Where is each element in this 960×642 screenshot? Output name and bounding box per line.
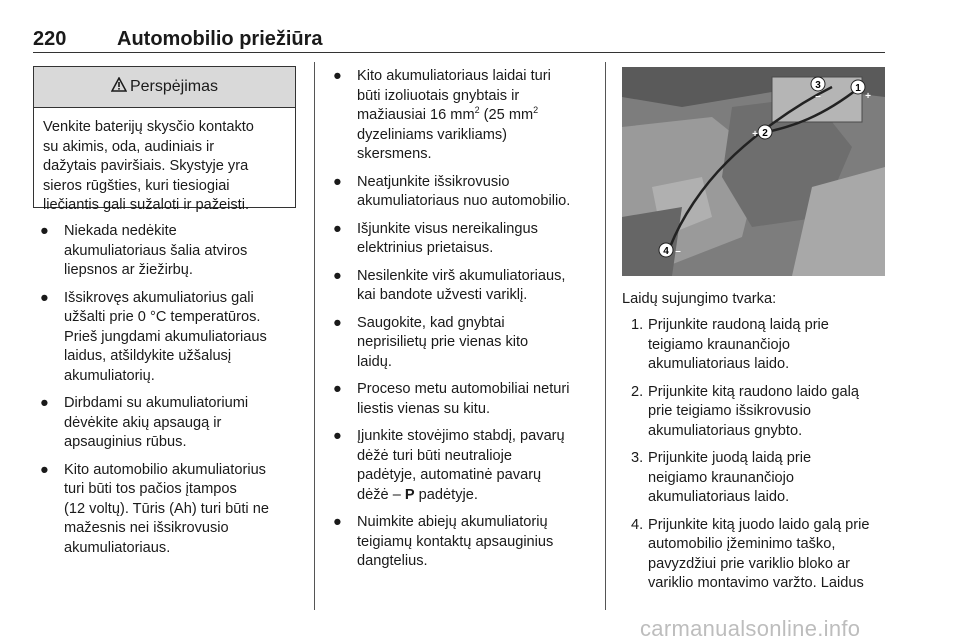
list-item: 1. Prijunkite raudoną laidą prie teigiamo kraunančiojo akumuliatoriaus laido. xyxy=(631,317,829,372)
bullet-icon: ● xyxy=(333,514,342,530)
figure-sign-4: – xyxy=(675,246,681,257)
list-item: ● Neatjunkite išsikrovusio akumuliatoriaus nuo automobilio. xyxy=(333,173,571,209)
figure-label-2: 2 xyxy=(762,128,768,139)
page-title: Automobilio priežiūra xyxy=(117,28,323,50)
bullet-icon: ● xyxy=(40,395,49,411)
bullet-icon: ● xyxy=(40,461,49,478)
page-header xyxy=(33,28,885,50)
figure-sign-1: + xyxy=(865,91,871,102)
figure-sign-3: – xyxy=(815,91,821,102)
figure-label-1: 1 xyxy=(855,83,861,94)
list-item: ● Įjunkite stovėjimo stabdį, pavarų dėžė turi būti neutralioje padėtyje, automatinė pavarų dėžė – P padėtyje. xyxy=(333,428,565,503)
column-divider-left xyxy=(314,62,315,610)
list-item: ● Saugokite, kad gnybtai neprisilietų prie vienas kito laidų. xyxy=(333,314,529,370)
list-item: ● Išjunkite visus nereikalingus elektrinius prietaisus. xyxy=(333,220,538,256)
left-bullet-list xyxy=(33,222,303,566)
bullet-icon: ● xyxy=(40,289,49,306)
steps-list xyxy=(622,316,892,602)
page-number: 220 xyxy=(33,28,67,50)
figure-label-4: 4 xyxy=(663,246,669,257)
list-item: ● Nesilenkite virš akumuliatoriaus, kai bandote užvesti variklį. xyxy=(333,267,566,303)
engine-battery-photo xyxy=(622,67,885,276)
figure-label-3: 3 xyxy=(815,80,821,91)
list-item: ● Nuimkite abiejų akumuliatorių teigiamų kontaktų apsauginius dangtelius. xyxy=(333,514,554,569)
list-item: ● Išsikrovęs akumuliatorius gali užšalti prie 0 °C temperatūros. Prieš jungdami akumuliatoriaus laidus, atšildykite užšalusį akumuliatorių. xyxy=(40,289,267,384)
list-item: ● Dirbdami su akumuliatoriumi dėvėkite akių apsaugą ir apsauginius rūbus. xyxy=(40,395,249,450)
list-item: ● Kito akumuliatoriaus laidai turi būti izoliuotais gnybtais ir mažiausiai 16 $mm^2$ (25 $mm^2$ dyzeliniams varikliams) skersmens. xyxy=(333,68,551,162)
list-item: ● Niekada nedėkite akumuliatoriaus šalia atviros liepsnos ar žiežirbų. xyxy=(40,223,248,278)
list-item: 2. Prijunkite kitą raudono laido galą prie teigiamo išsikrovusio akumuliatoriaus gnybto. xyxy=(631,383,859,439)
list-item: 3. Prijunkite juodą laidą prie neigiamo kraunančiojo akumuliatoriaus laido. xyxy=(631,450,812,505)
warning-title: Perspėjimas xyxy=(129,78,219,95)
warning-header xyxy=(34,67,295,108)
bullet-icon: ● xyxy=(333,68,342,84)
column-divider-right xyxy=(605,62,606,610)
header-divider xyxy=(33,52,885,53)
list-item: ● Kito automobilio akumuliatorius turi būti tos pačios įtampos (12 voltų). Tūris (Ah) turi būti ne mažesnis nei išsikrovusio akumuliatoriaus. xyxy=(40,461,269,556)
steps-title: Laidų sujungimo tvarka: xyxy=(622,291,777,307)
warning-box xyxy=(33,66,296,213)
bullet-icon: ● xyxy=(333,173,342,190)
figure-sign-2: + xyxy=(752,129,758,140)
engine-bay-illustration xyxy=(622,67,885,276)
bullet-icon: ● xyxy=(333,267,342,284)
bullet-icon: ● xyxy=(333,314,342,331)
bullet-icon: ● xyxy=(333,381,342,397)
watermark: carmanualsonline.info xyxy=(640,616,861,641)
list-item: 4. Prijunkite kitą juodo laido galą prie automobilio įžeminimo taško, pavyzdžiui prie variklio bloko ar variklio montavimo varžto. Laidus xyxy=(631,516,870,591)
warning-text: Venkite baterijų skysčio kontakto su akimis, oda, audiniais ir dažytais paviršiais. Skystyje yra sieros rūgšties, kuri tiesiogiai liečiantis gali sužaloti ir pažeisti. xyxy=(43,119,254,213)
bullet-icon: ● xyxy=(40,223,49,239)
bullet-icon: ● xyxy=(333,428,342,444)
middle-bullet-list xyxy=(326,67,598,580)
bullet-icon: ● xyxy=(333,220,342,237)
warning-triangle-icon xyxy=(111,77,127,97)
list-item: ● Proceso metu automobiliai neturi liestis vienas su kitu. xyxy=(333,381,570,417)
